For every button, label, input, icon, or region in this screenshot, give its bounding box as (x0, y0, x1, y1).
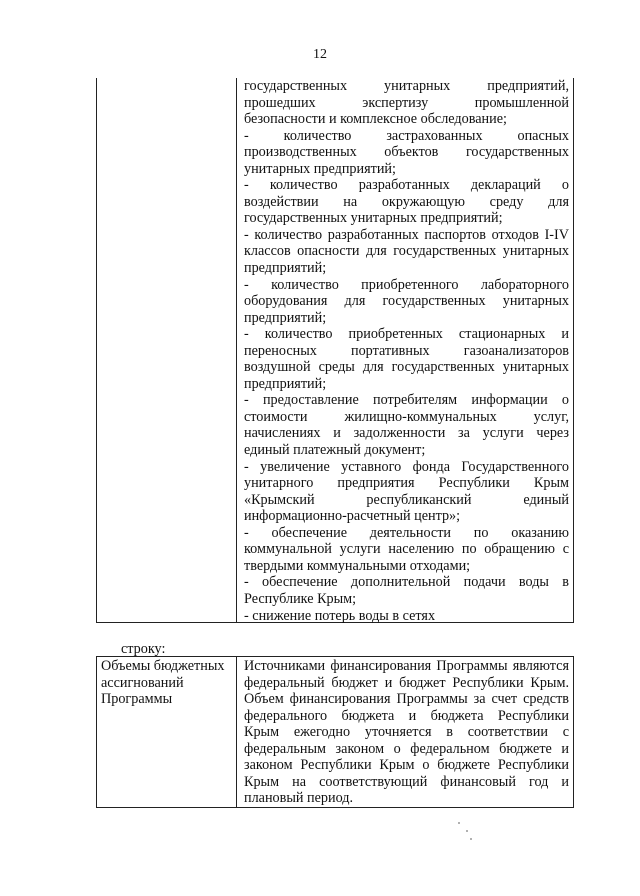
text-line: федерального бюджета и бюджета Республики (244, 707, 569, 724)
text-line: предприятий; (244, 260, 327, 277)
text-line: прошедших экспертизу промышленной (244, 94, 569, 111)
indicators-cell (244, 78, 569, 624)
text-line: Объем финансирования Программы за счет средств (244, 691, 569, 708)
text-line: начислениях и задолженности за услуги через (244, 425, 569, 442)
page-number: 12 (313, 47, 327, 62)
scan-speck (470, 838, 472, 840)
text-line: Республике Крым; (244, 590, 357, 607)
text-line: оборудования для государственных унитарных (244, 293, 569, 310)
text-line: - увеличение уставного фонда Государственного (244, 458, 569, 475)
scan-speck (466, 830, 468, 832)
text-line: Крым ежегодно уточняется в соответствии с (244, 724, 569, 741)
text-line: безопасности и комплексное обследование; (244, 111, 507, 128)
budget-label-cell (101, 658, 233, 708)
text-line: федеральным законом о федеральном бюджете и (244, 740, 569, 757)
text-line: коммунальной услуги населению по обращению с (244, 541, 569, 558)
text-line: государственных унитарных предприятий; (244, 210, 503, 227)
column-divider (236, 657, 237, 807)
text-line: Объемы бюджетных (101, 658, 225, 674)
text-line: «Крымский республиканский единый (244, 491, 569, 508)
text-line: унитарного предприятия Республики Крым (244, 475, 569, 492)
text-line: унитарных предприятий; (244, 160, 396, 177)
text-line: - обеспечение деятельности по оказанию (244, 524, 569, 541)
text-line: - обеспечение дополнительной подачи воды в (244, 574, 569, 591)
text-line: - снижение потерь воды в сетях (244, 607, 436, 624)
text-line: производственных объектов государственных (244, 144, 569, 161)
text-line: ассигнований (101, 674, 184, 691)
text-line: государственных унитарных предприятий, (244, 78, 569, 94)
text-line: единый платежный документ; (244, 442, 426, 459)
text-line: воздушной среды для государственных унитарных (244, 359, 569, 376)
text-line: - количество разработанных паспортов отходов I-IV (244, 226, 569, 243)
text-line: переносных портативных газоанализаторов (244, 342, 569, 359)
text-line: - количество застрахованных опасных (244, 127, 569, 144)
text-line: Крым на соответствующий финансовый год и (244, 773, 569, 790)
text-line: - количество приобретенного лабораторного (244, 276, 569, 293)
budget-table (96, 656, 574, 808)
text-line: плановый период. (244, 790, 354, 807)
intro-word: строку: (121, 641, 166, 657)
text-line: - количество приобретенных стационарных и (244, 326, 569, 343)
continuation-table (96, 78, 574, 623)
text-line: предприятий; (244, 375, 327, 392)
text-line: предприятий; (244, 309, 327, 326)
text-line: Программы (101, 691, 173, 708)
scan-speck (458, 822, 460, 824)
text-line: Источниками финансирования Программы являются (244, 658, 569, 674)
text-line: классов опасности для государственных унитарных (244, 243, 569, 260)
text-line: - количество разработанных деклараций о (244, 177, 569, 194)
text-line: федеральный бюджет и бюджет Республики Крым. (244, 674, 569, 691)
budget-text-cell (244, 658, 569, 807)
text-line: - предоставление потребителям информации о (244, 392, 569, 409)
column-divider (236, 78, 237, 622)
text-line: стоимости жилищно-коммунальных услуг, (244, 408, 569, 425)
text-line: твердыми коммунальными отходами; (244, 557, 471, 574)
text-line: законом Республики Крым о бюджете Республики (244, 757, 569, 774)
text-line: воздействии на окружающую среду для (244, 193, 569, 210)
text-line: информационно-расчетный центр»; (244, 508, 461, 525)
